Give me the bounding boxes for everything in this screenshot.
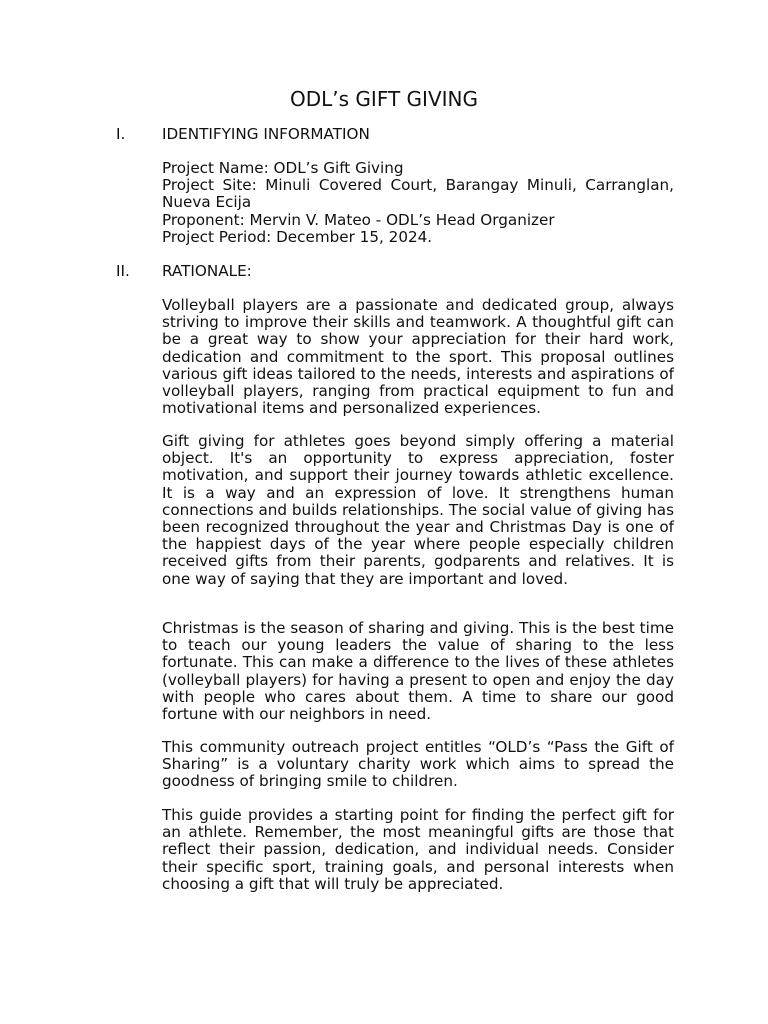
proponent: Proponent: Mervin V. Mateo - ODL’s Head Organizer <box>162 210 555 229</box>
section-number-2: II. <box>116 262 130 280</box>
document-title: ODL’s GIFT GIVING <box>290 87 478 111</box>
rationale-paragraph-3: Christmas is the season of sharing and giving. This is the best time to teach our young leaders the value of sharing to the less fortunate. This can make a difference to the lives of these athletes (volleyball players) for having a present to open and enjoy the day with people who cares about them. A time to share our good fortune with our neighbors in need. <box>162 619 674 724</box>
section-number-1: I. <box>116 125 126 143</box>
project-period: Project Period: December 15, 2024. <box>162 227 433 246</box>
rationale-paragraph-4: This community outreach project entitles “OLD’s “Pass the Gift of Sharing” is a voluntary charity work which aims to spread the goodness of bringing smile to children. <box>162 738 674 791</box>
section-heading-identifying-information: IDENTIFYING INFORMATION <box>162 125 370 143</box>
rationale-paragraph-5: This guide provides a starting point for finding the perfect gift for an athlete. Remember, the most meaningful gifts are those that reflect their passion, dedication, and individual needs. Consider their specific sport, training goals, and personal interests when choosing a gift that will truly be appreciated. <box>162 806 674 893</box>
project-name: Project Name: ODL’s Gift Giving <box>162 159 404 177</box>
section-heading-rationale: RATIONALE: <box>162 262 252 280</box>
identifying-information-block <box>162 160 674 246</box>
rationale-paragraph-1: Volleyball players are a passionate and dedicated group, always striving to improve their skills and teamwork. A thoughtful gift can be a great way to show your appreciation for their hard work, dedication and commitment to the sport. This proposal outlines various gift ideas tailored to the needs, interests and aspirations of volleyball players, ranging from practical equipment to fun and motivational items and personalized experiences. <box>162 296 674 418</box>
project-site: Project Site: Minuli Covered Court, Barangay Minuli, Carranglan, Nueva Ecija <box>162 176 674 212</box>
rationale-paragraph-2: Gift giving for athletes goes beyond simply offering a material object. It's an opportunity to express appreciation, foster motivation, and support their journey towards athletic excellence. It is a way and an expression of love. It strengthens human connections and builds relationships. The social value of giving has been recognized throughout the year and Christmas Day is one of the happiest days of the year where people especially children received gifts from their parents, godparents and relatives. It is one way of saying that they are important and loved. <box>162 432 674 588</box>
